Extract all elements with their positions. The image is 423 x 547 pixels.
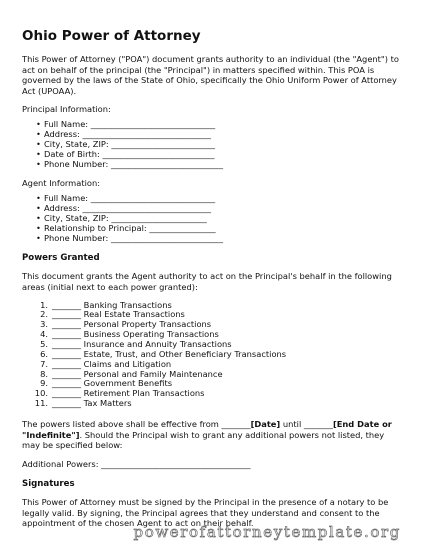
powers-intro: This document grants the Agent authority to act on the Principal's behalf in the following areas (initial next to each power granted): — [22, 271, 392, 293]
power-number: 10. — [34, 388, 48, 399]
principal-field: • Date of Birth: ___________________________ — [36, 150, 401, 160]
powers-list — [22, 301, 401, 409]
power-text: _______ Government Benefits — [52, 378, 173, 389]
power-number: 6. — [40, 348, 48, 359]
power-text: _______ Claims and Litigation — [52, 358, 172, 369]
power-text: _______ Business Operating Transactions — [52, 329, 219, 340]
power-item — [22, 399, 401, 409]
agent-field: • Full Name: ______________________________ — [36, 194, 401, 204]
power-text: _______ Real Estate Transactions — [52, 309, 185, 320]
agent-heading: Agent Information: — [22, 177, 101, 188]
site-watermark: powerofattorneytemplate.org — [133, 523, 401, 541]
power-text: _______ Retirement Plan Transactions — [52, 388, 205, 399]
power-number: 5. — [40, 339, 48, 349]
powers-heading: Powers Granted — [22, 253, 100, 264]
effective-date-placeholder: [Date] — [250, 418, 281, 429]
power-number: 9. — [40, 378, 48, 389]
power-text: _______ Banking Transactions — [52, 299, 172, 310]
power-text: _______ Personal and Family Maintenance — [52, 368, 223, 379]
signatures-heading: Signatures — [22, 479, 75, 490]
effective-paragraph — [22, 419, 401, 451]
principal-fields — [22, 120, 401, 170]
end-date-placeholder: [End Date or "Indefinite"] — [22, 418, 392, 440]
intro-paragraph: This Power of Attorney ("POA") document grants authority to an individual (the "Agent") to act on behalf of the principal (the "Principal") in matters specified within. This POA is governed by the laws of the State of Ohio, specifically the Ohio Uniform Power of Attorney Act (UPOAA). — [22, 54, 399, 96]
agent-field: • Phone Number: ___________________________ — [36, 234, 401, 244]
effective-mid: until _______ — [280, 418, 333, 429]
power-number: 8. — [40, 368, 48, 379]
agent-field: • Address: _______________________________ — [36, 204, 401, 214]
effective-pre: The powers listed above shall be effective from _______ — [22, 418, 251, 429]
power-text: _______ Personal Property Transactions — [52, 319, 212, 330]
effective-post: . Should the Principal wish to grant any additional powers not listed, they may be specified below: — [22, 429, 385, 451]
agent-fields — [22, 194, 401, 244]
agent-field: • Relationship to Principal: ________________ — [36, 224, 401, 234]
power-number: 4. — [40, 329, 48, 340]
power-number: 3. — [40, 319, 48, 330]
power-text: _______ Tax Matters — [52, 398, 132, 409]
document-title: Ohio Power of Attorney — [22, 28, 201, 44]
principal-field: • Full Name: ______________________________ — [36, 120, 401, 130]
power-number: 2. — [40, 309, 48, 320]
power-text: _______ Estate, Trust, and Other Beneficiary Transactions — [52, 348, 287, 359]
signatures-paragraph: This Power of Attorney must be signed by the Principal in the presence of a notary to be legally valid. By signing, the Principal agrees that they understand and consent to the appointment of the chosen Agent to act on their behalf. — [22, 497, 389, 529]
power-text: _______ Insurance and Annuity Transactions — [52, 339, 232, 349]
agent-field: • City, State, ZIP: _______________________ — [36, 214, 401, 224]
principal-field: • City, State, ZIP: _________________________ — [36, 140, 401, 150]
power-number: 7. — [40, 358, 48, 369]
principal-field: • Phone Number: ___________________________ — [36, 160, 401, 170]
additional-powers-line: Additional Powers: ____________________________________ — [22, 458, 251, 469]
power-number: 11. — [34, 398, 48, 409]
principal-field: • Address: _______________________________ — [36, 130, 401, 140]
principal-heading: Principal Information: — [22, 104, 111, 115]
power-number: 1. — [40, 299, 48, 310]
